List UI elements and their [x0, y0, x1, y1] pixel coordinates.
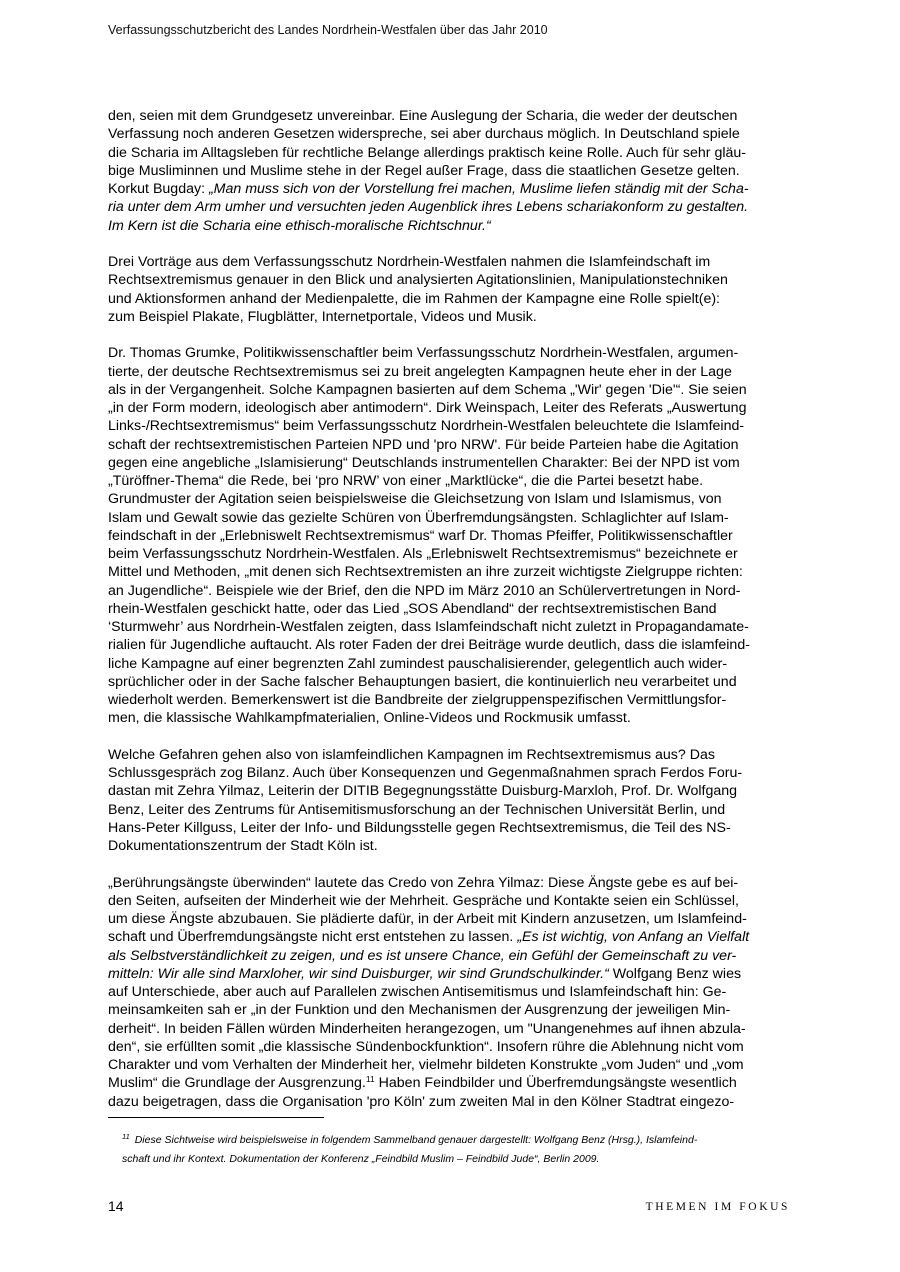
- text-segment: Grundmuster der Agitation seien beispielsweise die Gleichsetzung von Islam und Islamismus, von: [108, 491, 722, 508]
- footnote-text-line-1: Diese Sichtweise wird beispielsweise in folgendem Sammelband genauer dargestellt: Wolfgang Benz (Hrsg.), Islamfeind-: [134, 1134, 698, 1146]
- text-segment: Drei Vorträge aus dem Verfassungsschutz Nordrhein-Westfalen nahmen die Islamfeindschaft im: [108, 254, 711, 270]
- text-segment: beim Verfassungsschutz Nordrhein-Westfalen. Als „Erlebniswelt Rechtsextremismus“ bezeichnete er: [108, 546, 738, 562]
- text-segment: und Aktionsformen anhand der Medienpalette, die im Rahmen der Kampagne eine Rolle spielt(e):: [108, 290, 721, 307]
- text-segment: tierte, der deutsche Rechtsextremismus sei zu breit angelegten Kampagnen heute eher in der Lage: [108, 363, 732, 380]
- text-segment: gegen eine angebliche „Islamisierung“ Deutschlands instrumentellen Charakter: Bei der NPD ist vom: [108, 454, 740, 471]
- quote-text: mitteln: Wir alle sind Marxloher, wir sind Duisburger, wir sind Grundschulkinder.“: [108, 965, 609, 982]
- footnote-text-line-2: schaft und ihr Kontext. Dokumentation der Konferenz „Feindbild Muslim – Feindbild Jude“, Berlin 2009.: [122, 1153, 600, 1165]
- text-segment: dazu beigetragen, dass die Organisation 'pro Köln' zum zweiten Mal in den Kölner Stadtrat eingezo-: [108, 1093, 735, 1110]
- text-segment: liche Kampagne auf einer begrenzten Zahl zumindest pauschalisierender, gelegentlich auch wider-: [108, 655, 728, 672]
- text-segment: zum Beispiel Plakate, Flugblätter, Internetportale, Videos und Musik.: [108, 308, 537, 325]
- text-segment: „Berührungsängste überwinden“ lautete das Credo von Zehra Yilmaz: Diese Ängste gebe es auf bei-: [108, 874, 739, 891]
- paragraph: [108, 253, 798, 326]
- footnote-separator: [108, 1117, 324, 1118]
- text-segment: bige Musliminnen und Muslime stehe in der Regel außer Frage, dass die staatlichen Gesetze gelten.: [108, 162, 740, 179]
- text-segment: an Jugendliche“. Beispiele wie der Brief, den die NPD im März 2010 an Schülervertretungen in Nord-: [108, 582, 741, 599]
- text-segment: Charakter und vom Verhalten der Minderheit her, vielmehr bildeten Konstrukte „vom Juden“ und „vom: [108, 1057, 744, 1073]
- text-segment: Schlussgespräch zog Bilanz. Auch über Konsequenzen und Gegenmaßnahmen sprach Ferdos Foru-: [108, 765, 743, 781]
- paragraph: [108, 874, 798, 1111]
- text-segment: wiederholt werden. Bemerkenswert ist die Bandbreite der zielgruppenspezifischen Vermittlungsfor-: [108, 692, 727, 708]
- text-segment: den, seien mit dem Grundgesetz unvereinbar. Eine Auslegung der Scharia, die weder der deutschen: [108, 108, 738, 124]
- text-segment: „Türöffner-Thema“ die Rede, bei ‘pro NRW’ von einer „Marktlücke“, die die Partei besetzt habe.: [108, 473, 704, 489]
- paragraph: [108, 344, 798, 727]
- paragraph: [108, 107, 798, 235]
- text-segment: schaft und Überfremdungsängste nicht erst entstehen zu lassen.: [108, 929, 518, 946]
- text-segment: meinsamkeiten sah er „in der Funktion und den Mechanismen der Ausgrenzung der jeweiligen Min-: [108, 1002, 731, 1019]
- page-number: 14: [108, 1198, 124, 1214]
- text-segment: auf Unterschiede, aber auch auf Parallelen zwischen Antisemitismus und Islamfeindschaft hin: Ge-: [108, 984, 727, 1000]
- quote-text: Im Kern ist die Scharia eine ethisch-moralische Richtschnur.“: [108, 217, 491, 234]
- text-segment: Haben Feindbilder und Überfremdungsängste wesentlich: [374, 1075, 737, 1092]
- text-segment: „in der Form modern, ideologisch aber antimodern“. Dirk Weinspach, Leiter des Referats „Auswertung: [108, 400, 747, 416]
- text-segment: Korkut Bugday:: [108, 181, 209, 197]
- text-segment: Muslim“ die Grundlage der Ausgrenzung.: [108, 1075, 366, 1092]
- text-segment: den Seiten, aufseiten der Minderheit wie der Mehrheit. Gespräche und Kontakte seien ein Schlüssel,: [108, 892, 739, 909]
- paragraph: [108, 746, 798, 856]
- text-segment: Wolfgang Benz wies: [608, 965, 742, 982]
- text-segment: feindschaft in der „Erlebniswelt Rechtsextremismus“ warf Dr. Thomas Pfeiffer, Politikwissenschaftler: [108, 527, 733, 544]
- quote-text: „Man muss sich von der Vorstellung frei machen, Muslime liefen ständig mit der Scha-: [208, 181, 749, 197]
- text-segment: Rechtsextremismus genauer in den Blick und analysierten Agitationslinien, Manipulationstechniken: [108, 272, 728, 289]
- text-segment: Mittel und Methoden, „mit denen sich Rechtsextremisten an ihre zurzeit wichtigste Zielgruppe richten:: [108, 564, 743, 581]
- text-segment: rhein-Westfalen geschickt hatte, oder das Lied „SOS Abendland“ der rechtsextremistischen Band: [108, 600, 717, 617]
- text-segment: men, die klassische Wahlkampfmaterialien, Online-Videos und Rockmusik umfasst.: [108, 710, 631, 727]
- text-segment: Hans-Peter Killguss, Leiter der Info- und Bildungsstelle gegen Rechtsextremismus, die Teil des NS-: [108, 819, 731, 836]
- running-header: Verfassungsschutzbericht des Landes Nordrhein-Westfalen über das Jahr 2010: [108, 23, 548, 37]
- text-segment: Welche Gefahren gehen also von islamfeindlichen Kampagnen im Rechtsextremismus aus? Das: [108, 746, 715, 763]
- quote-text: ria unter dem Arm umher und versuchten jeden Augenblick ihres Lebens schariakonform zu gestalten.: [108, 199, 749, 216]
- text-segment: als in der Vergangenheit. Solche Kampagnen basierten auf dem Schema „'Wir' gegen 'Die'“. Sie seien: [108, 381, 747, 398]
- text-segment: um diese Ängste abzubauen. Sie plädierte dafür, in der Arbeit mit Kindern anzusetzen, um Islamfeind-: [108, 911, 747, 927]
- text-segment: Dokumentationszentrum der Stadt Köln ist.: [108, 838, 378, 854]
- quote-text: als Selbstverständlichkeit zu zeigen, und es ist unsere Chance, ein Gefühl der Gemeinschaft zu ver-: [108, 947, 737, 964]
- section-label: THEMEN IM FOKUS: [645, 1201, 790, 1213]
- text-segment: die Scharia im Alltagsleben für rechtliche Belange allerdings praktisch keine Rolle. Auch für sehr gläu-: [108, 144, 746, 161]
- text-segment: schaft der rechtsextremistischen Parteien NPD und 'pro NRW'. Für beide Parteien habe die Agitation: [108, 436, 739, 453]
- body-text: [108, 107, 798, 1129]
- text-segment: Islam und Gewalt sowie das gezielte Schüren von Überfremdungsängsten. Schlaglichter auf Islam-: [108, 509, 729, 526]
- text-segment: rialien für Jugendliche auftaucht. Als roter Faden der drei Beiträge wurde deutlich, dass die islamfeind-: [108, 637, 750, 654]
- text-segment: dastan mit Zehra Yilmaz, Leiterin der DITIB Begegnungsstätte Duisburg-Marxloh, Prof. Dr. Wolfgang: [108, 783, 738, 800]
- text-segment: ‘Sturmwehr’ aus Nordrhein-Westfalen zeigten, dass Islamfeindschaft nicht zuletzt in Propagandamate-: [108, 619, 749, 635]
- footnote-number: 11: [122, 1132, 130, 1141]
- footnote-reference: 11: [365, 1074, 375, 1085]
- text-segment: derheit“. In beiden Fällen würden Minderheiten herangezogen, um "Unangenehmes auf ihnen abzula-: [108, 1020, 746, 1037]
- text-segment: Links-/Rechtsextremismus“ beim Verfassungsschutz Nordrhein-Westfalen beleuchtete die Islamfeind-: [108, 418, 745, 435]
- text-segment: den“, sie erfüllten somit „die klassische Sündenbockfunktion“. Insofern rühre die Ablehnung nicht vom: [108, 1038, 744, 1055]
- footnote: [122, 1131, 792, 1169]
- text-segment: Verfassung noch anderen Gesetzen widerspreche, sei aber durchaus möglich. In Deutschland spiele: [108, 126, 740, 143]
- text-segment: Dr. Thomas Grumke, Politikwissenschaftler beim Verfassungsschutz Nordrhein-Westfalen, argumen-: [108, 345, 739, 362]
- text-segment: sprüchlicher oder in der Sache falscher Behauptungen basiert, die kontinuierlich neu verarbeitet und: [108, 673, 737, 690]
- quote-text: „Es ist wichtig, von Anfang an Vielfalt: [517, 929, 750, 946]
- text-segment: Benz, Leiter des Zentrums für Antisemitismusforschung an der Technischen Universität Berlin, und: [108, 801, 726, 818]
